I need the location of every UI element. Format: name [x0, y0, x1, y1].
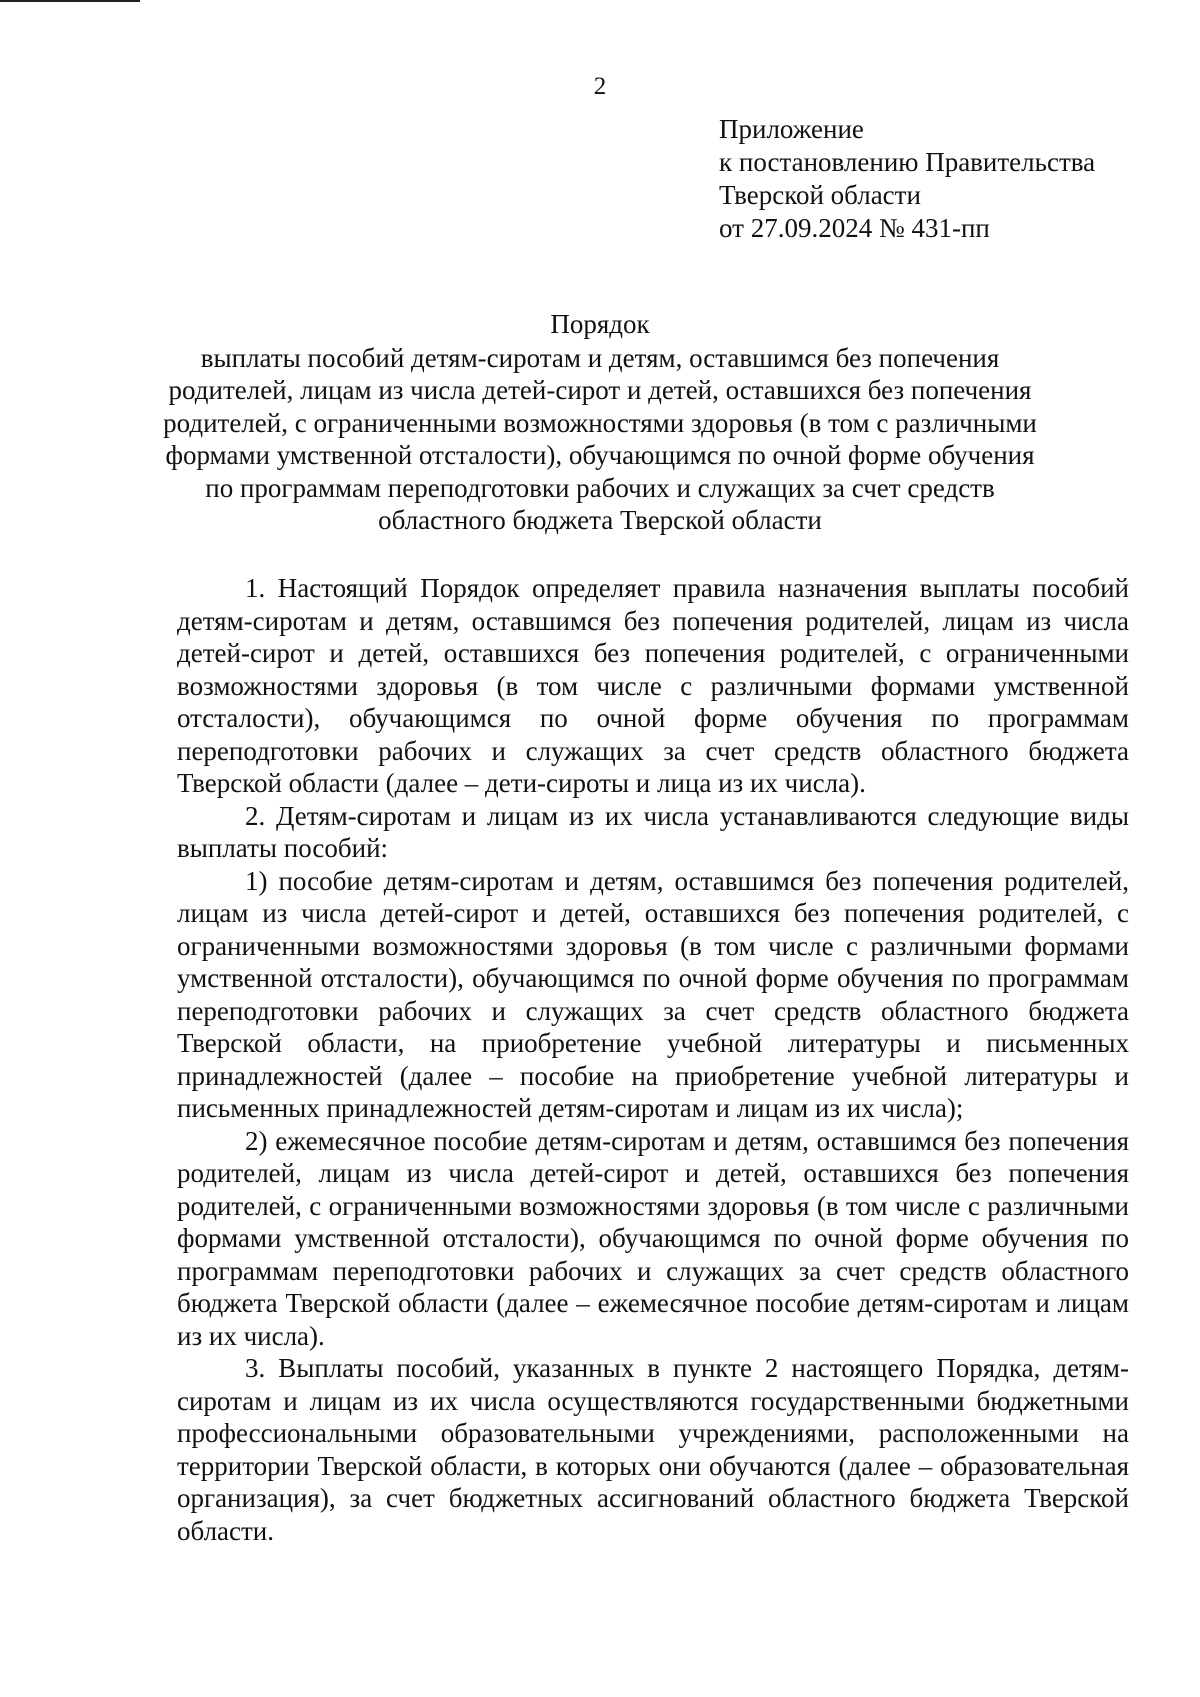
paragraph-2: 2. Детям-сиротам и лицам из их числа устанавливаются следующие виды выплаты пособий:: [177, 800, 1129, 863]
paragraph-2-item-1: 1) пособие детям-сиротам и детям, оставшимся без попечения родителей, лицам из числа детей-сирот и детей, оставшихся без попечения родителей, с ограниченными возможностями здоровья (в том числе с различными формами умственной отсталости), обучающимся по очной форме обучения по программам переподготовки рабочих и служащих за счет средств областного бюджета Тверской области, на приобретение учебной литературы и письменных принадлежностей (далее – пособие на приобретение учебной литературы и письменных принадлежностей детям-сиротам и лицам из их числа);: [177, 865, 1129, 1123]
scan-edge-mark: [0, 0, 140, 2]
page-number: 2: [593, 73, 607, 100]
appendix-line: Приложение: [719, 114, 864, 144]
paragraph-3: 3. Выплаты пособий, указанных в пункте 2 настоящего Порядка, детям-сиротам и лицам из их числа осуществляются государственными бюджетными профессиональными образовательными учреждениями, расположенными на территории Тверской области, в которых они обучаются (далее – образовательная организация), за счет бюджетных ассигнований областного бюджета Тверской области.: [177, 1353, 1129, 1546]
title-heading: Порядок: [550, 309, 650, 339]
appendix-line: от 27.09.2024 № 431-пп: [719, 213, 990, 243]
appendix-line: Тверской области: [719, 180, 921, 210]
title-line: по программам переподготовки рабочих и служащих за счет средств: [205, 472, 995, 503]
document-title: [150, 308, 1050, 537]
paragraph-1: 1. Настоящий Порядок определяет правила назначения выплаты пособий детям-сиротам и детям, оставшимся без попечения родителей, лицам из числа детей-сирот и детей, оставшихся без попечения родителей, с ограниченными возможностями здоровья (в том числе с различными формами умственной отсталости), обучающимся по очной форме обучения по программам переподготовки рабочих и служащих за счет средств областного бюджета Тверской области (далее – дети-сироты и лица из их числа).: [177, 573, 1129, 798]
title-line: родителей, с ограниченными возможностями здоровья (в том с различными: [163, 407, 1037, 438]
appendix-block: [719, 113, 1095, 245]
appendix-line: к постановлению Правительства: [719, 147, 1096, 177]
document-body: [177, 572, 1129, 1547]
title-line: формами умственной отсталости), обучающимся по очной форме обучения: [165, 440, 1035, 470]
title-line: выплаты пособий детям-сиротам и детям, оставшимся без попечения: [200, 342, 1000, 373]
title-line: родителей, лицам из числа детей-сирот и детей, оставшихся без попечения: [168, 375, 1032, 405]
paragraph-2-item-2: 2) ежемесячное пособие детям-сиротам и детям, оставшимся без попечения родителей, лицам из числа детей-сирот и детей, оставшихся без попечения родителей, с ограниченными возможностями здоровья (в том числе с различными формами умственной отсталости), обучающимся по очной форме обучения по программам переподготовки рабочих и служащих за счет средств областного бюджета Тверской области (далее – ежемесячное пособие детям-сиротам и лицам из их числа).: [177, 1125, 1129, 1351]
title-line: областного бюджета Тверской области: [378, 505, 822, 535]
